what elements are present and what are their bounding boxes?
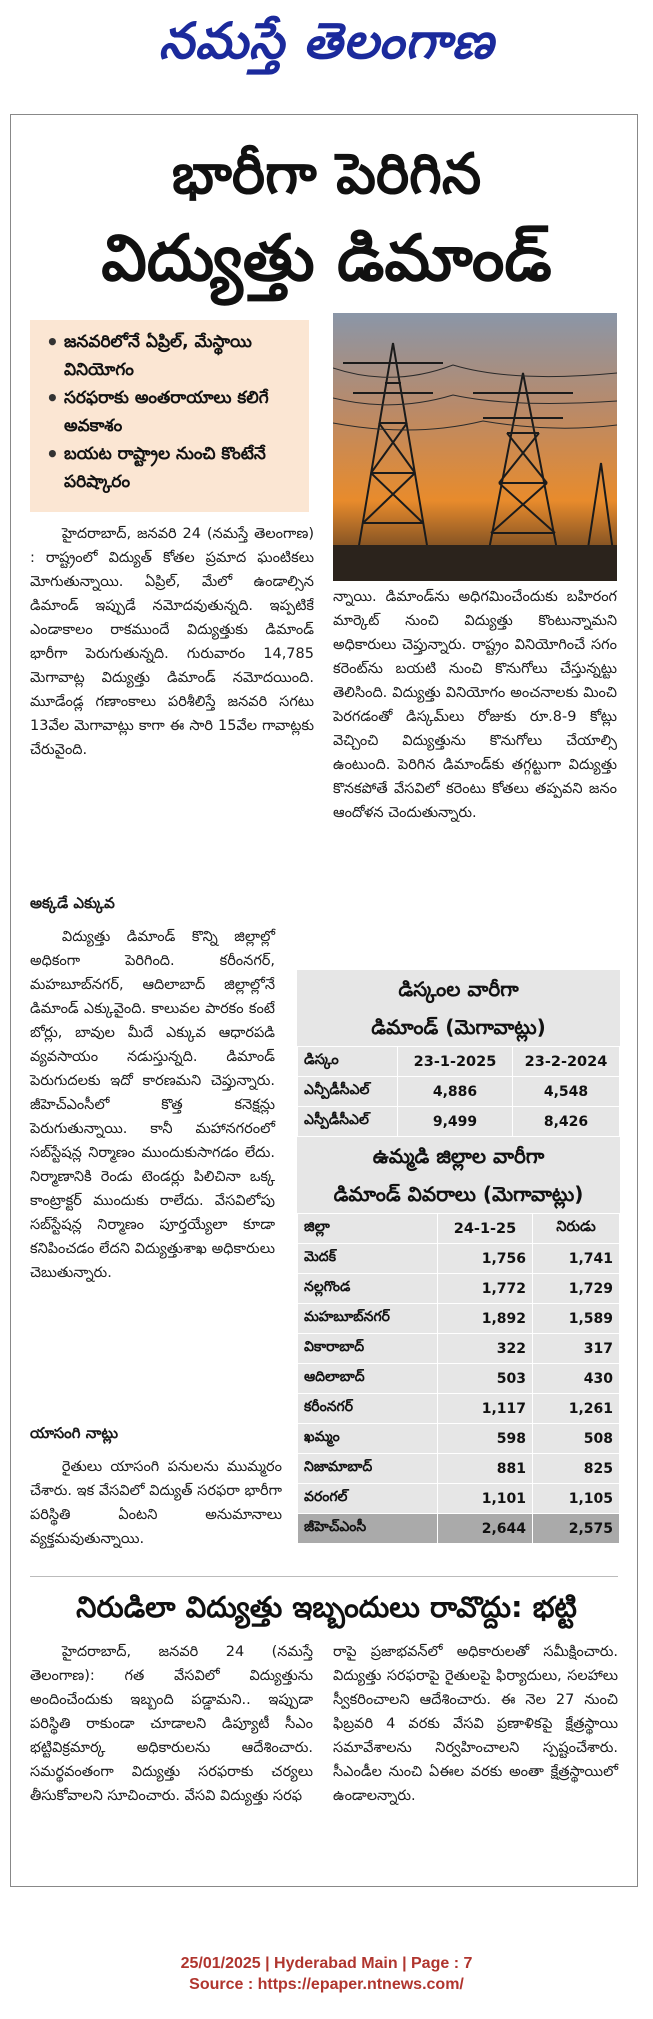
table-cell: 881 <box>438 1454 533 1484</box>
table-title: డిస్కంల వారీగా <box>398 977 519 1001</box>
table-cell: మహబూబ్‌నగర్ <box>298 1304 438 1334</box>
table-cell: 503 <box>438 1364 533 1394</box>
table-cell: 825 <box>533 1454 620 1484</box>
table-cell: 430 <box>533 1364 620 1394</box>
table-cell: 1,756 <box>438 1244 533 1274</box>
table-cell: వరంగల్ <box>298 1484 438 1514</box>
table-cell: 9,499 <box>398 1107 513 1137</box>
table-row <box>298 1077 620 1107</box>
article-paragraph: రైతులు యాసంగి పనులను ముమ్మరం చేశారు. ఇక వేసవిలో విద్యుత్ సరఫరా భారీగా పరిస్థితి ఏంటని అనుమానాలు వ్యక్తమవుతున్నాయి. <box>30 1459 282 1547</box>
table-cell: ఖమ్మం <box>298 1424 438 1454</box>
table-cell: ఎస్పీడీసీఎల్ <box>298 1107 398 1137</box>
table-header: నిరుడు <box>533 1214 620 1244</box>
table-cell: 1,729 <box>533 1274 620 1304</box>
table-cell: 1,772 <box>438 1274 533 1304</box>
table-cell: 598 <box>438 1424 533 1454</box>
table-cell: ఆదిలాబాద్ <box>298 1364 438 1394</box>
table-cell: 1,105 <box>533 1484 620 1514</box>
highlights-box <box>30 320 309 512</box>
table-cell: మెదక్ <box>298 1244 438 1274</box>
table-cell: 1,117 <box>438 1394 533 1424</box>
newspaper-masthead: నమస్తే తెలంగాణ <box>158 11 495 70</box>
table-row <box>298 1244 620 1274</box>
section-divider <box>30 1576 618 1577</box>
table-header: 23-2-2024 <box>513 1047 620 1077</box>
article-paragraph: రాపై ప్రజాభవన్‌లో అధికారులతో సమీక్షించారు. విద్యుత్తు సరఫరాపై రైతులపై ఫిర్యాదులు, సలహాలు స్వీకరించాలని ఆదేశించారు. ఈ నెల 27 నుంచి ఫిబ్రవరి 4 వరకు వేసవి ప్రణాళికపై క్షేత్రస్థాయి సమావేశాలను నిర్వహించాలని స్పష్టంచేశారు. సీఎండీల నుంచి ఏఈల వరకు అంతా క్షేత్రస్థాయిలో ఉండాలన్నారు. <box>333 1644 618 1804</box>
table-cell: 317 <box>533 1334 620 1364</box>
discom-demand-table <box>297 1046 620 1137</box>
table-row <box>298 1484 620 1514</box>
table-cell: జీహెచ్ఎంసీ <box>298 1514 438 1544</box>
highlight-item: • సరఫరాకు అంతరాయాలు కలిగే అవకాశం <box>40 384 301 440</box>
table-cell: 322 <box>438 1334 533 1364</box>
table-row <box>298 1424 620 1454</box>
table-cell: 8,426 <box>513 1107 620 1137</box>
table-title: డిమాండ్ (మెగావాట్లు) <box>371 1015 546 1039</box>
article-paragraph: న్నాయి. డిమాండ్‌ను అధిగమించేందుకు బహిరంగ మార్కెట్ నుంచి విద్యుత్తు కొంటున్నామని అధికారులు చెప్తున్నారు. రాష్ట్రం వినియోగించే సగం కరెంట్‌ను బయటి నుంచి కొనుగోలు చేస్తున్నట్టు తెలిసింది. విద్యుత్తు వినియోగం అంచనాలకు మించి పెరగడంతో డిస్కమ్‌లు రోజుకు రూ.8-9 కోట్లు వెచ్చించి విద్యుత్తును కొనుగోలు చేయాల్సి ఉంటుంది. పెరిగిన డిమాండ్‌కు తగ్గట్టుగా విద్యుత్తు కొనకపోతే వేసవిలో కరెంటు కోతలు తప్పవని జనం ఆందోళన చెందుతున్నారు. <box>333 589 617 821</box>
table-cell: 4,886 <box>398 1077 513 1107</box>
table-row <box>298 1454 620 1484</box>
table-cell: ఎన్పీడీసీఎల్ <box>298 1077 398 1107</box>
table-row <box>298 1274 620 1304</box>
table-cell: 1,741 <box>533 1244 620 1274</box>
article-paragraph: హైదరాబాద్, జనవరి 24 (నమస్తే తెలంగాణ) : రాష్ట్రంలో విద్యుత్ కోతల ప్రమాద ఘంటికలు మోగుతున్నాయి. ఏప్రిల్, మేలో ఉండాల్సిన డిమాండ్ ఇప్పుడే నమోదవుతున్నది. ఇప్పటికే ఎండాకాలం రాకముందే విద్యుత్తుకు డిమాండ్ భారీగా పెరుగుతున్నది. గురువారం 14,785 మెగావాట్ల విద్యుత్తు డిమాండ్ నమోదయింది. మూడేండ్ల గణాంకాలు పరిశీలిస్తే జనవరి సగటు 13వేల మెగావాట్లు కాగా ఈ సారి 15వేల గావాట్లకు చేరువైంది. <box>30 526 314 758</box>
highlight-item: • జనవరిలోనే ఏప్రిల్, మేస్థాయి వినియోగం <box>40 328 301 384</box>
footer-source-link: Source : https://epaper.ntnews.com/ <box>189 1976 464 1993</box>
subheading: అక్కడే ఎక్కువ <box>30 894 115 912</box>
table-row <box>298 1334 620 1364</box>
table-cell: 1,892 <box>438 1304 533 1334</box>
highlight-item: • బయట రాష్ట్రాల నుంచి కొంటేనే పరిష్కారం <box>40 440 301 496</box>
table-header: 24-1-25 <box>438 1214 533 1244</box>
second-story-headline: నిరుడిలా విద్యుత్తు ఇబ్బందులు రావొద్దు: భట్టి <box>76 1590 577 1624</box>
table-cell: 4,548 <box>513 1077 620 1107</box>
table-row <box>298 1364 620 1394</box>
table-cell: నల్లగొండ <box>298 1274 438 1304</box>
table-row <box>298 1107 620 1137</box>
table-cell: 508 <box>533 1424 620 1454</box>
table-cell: వికారాబాద్ <box>298 1334 438 1364</box>
table-cell: 1,261 <box>533 1394 620 1424</box>
table-cell: 1,101 <box>438 1484 533 1514</box>
power-tower-photo <box>333 313 617 581</box>
demand-tables <box>297 970 620 1544</box>
table-header: డిస్కం <box>298 1047 398 1077</box>
table-cell: కరీంనగర్ <box>298 1394 438 1424</box>
table-header: 23-1-2025 <box>398 1047 513 1077</box>
table-title: డిమాండ్ వివరాలు (మెగావాట్లు) <box>333 1182 584 1206</box>
district-demand-table <box>297 1213 620 1544</box>
headline-line-1: భారీగా పెరిగిన <box>171 142 482 207</box>
article-paragraph: విద్యుత్తు డిమాండ్ కొన్ని జిల్లాల్లో అధికంగా పెరిగింది. కరీంనగర్, మహబూబ్‌నగర్, ఆదిలాబాద్ జిల్లాల్లోనే డిమాండ్ ఎక్కువైంది. కాలువల పారకం కంటే బోర్లు, బావుల మీదే ఎక్కువ ఆధారపడి వ్యవసాయం నడుస్తున్నది. డిమాండ్ పెరుగుదలకు ఇదో కారణమని చెప్తున్నారు. జీహెచ్ఎంసీలో కొత్త కనెక్షన్లు పెరుగుతున్నాయి. కానీ మహానగరంలో సబ్‌స్టేషన్ల నిర్మాణం ముందుకుసాగడం లేదు. నిర్మాణానికి రెండు టెండర్లు పిలిచినా ఒక్క కాంట్రాక్టర్ ముందుకు రాలేదు. వేసవిలోపు సబ్‌స్టేషన్ల నిర్మాణం పూర్తయ్యేలా కూడా కనిపించడం లేదని విద్యుత్తుశాఖ అధికారులు చెబుతున్నారు. <box>30 929 275 1281</box>
footer-edition-info: 25/01/2025 | Hyderabad Main | Page : 7 <box>180 1955 473 1972</box>
table-row <box>298 1304 620 1334</box>
table-cell: 2,644 <box>438 1514 533 1544</box>
headline-line-2: విద్యుత్తు డిమాండ్ <box>101 222 552 296</box>
table-header-row <box>298 1214 620 1244</box>
table-cell: 1,589 <box>533 1304 620 1334</box>
table-title: ఉమ్మడి జిల్లాల వారీగా <box>372 1144 545 1168</box>
table-row <box>298 1394 620 1424</box>
article-paragraph: హైదరాబాద్, జనవరి 24 (నమస్తే తెలంగాణ): గత వేసవిలో విద్యుత్తును అందించేందుకు ఇబ్బంది పడ్డామని.. ఇప్పుడా పరిస్థితి రాకుండా చూడాలని డిప్యూటీ సీఎం భట్టివిక్రమార్క అధికారులను ఆదేశించారు. సమర్థవంతంగా విద్యుత్తు సరఫరాకు చర్యలు తీసుకోవాలని సూచించారు. వేసవి విద్యుత్తు సరఫ <box>30 1644 313 1804</box>
table-header: జిల్లా <box>298 1214 438 1244</box>
table-cell: 2,575 <box>533 1514 620 1544</box>
table-row <box>298 1514 620 1544</box>
table-cell: నిజామాబాద్ <box>298 1454 438 1484</box>
table-header-row <box>298 1047 620 1077</box>
subheading: యాసంగి నాట్లు <box>30 1424 119 1442</box>
